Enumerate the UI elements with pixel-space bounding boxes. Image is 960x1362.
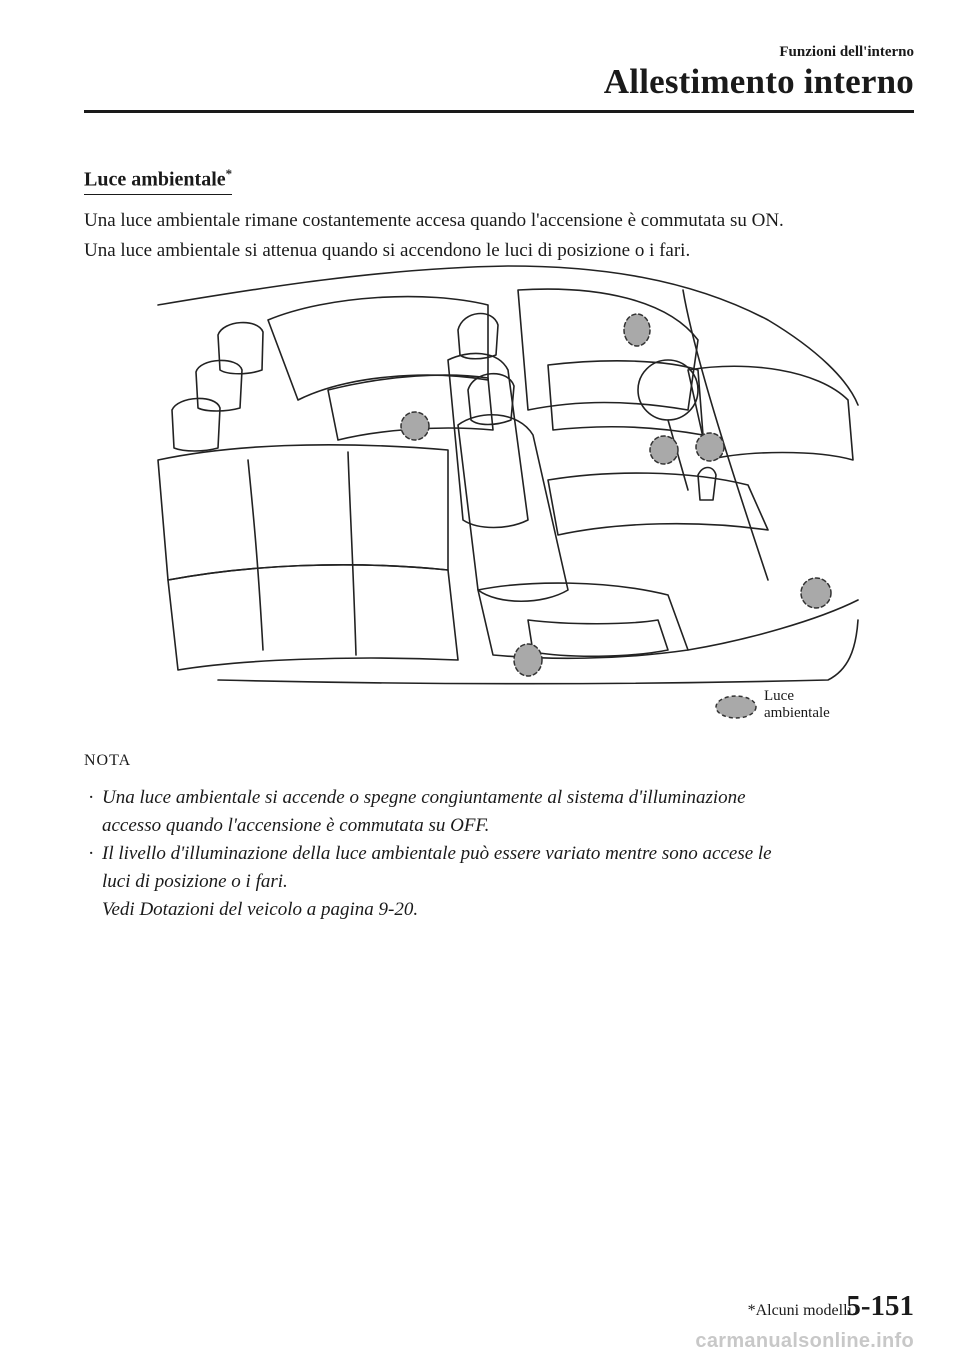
ambient-light-spot	[801, 578, 831, 608]
legend-label	[764, 688, 864, 722]
rear-seat-seam-1	[248, 460, 263, 650]
ambient-light-spot	[401, 412, 429, 440]
header-rule	[84, 110, 914, 113]
bullet: ·	[88, 843, 95, 864]
center-console	[548, 473, 768, 535]
ambient-light-spot	[696, 433, 724, 461]
front-door-panel	[548, 361, 703, 435]
nota-item-2-line-1: Il livello d'illuminazione della luce ambientale può essere variato mentre sono accese le	[102, 843, 772, 864]
legend-label-line2: ambientale	[764, 705, 830, 721]
front-seat-driver-back	[458, 415, 568, 601]
header-section: Funzioni dell'interno	[779, 44, 914, 60]
rear-headrest-2	[196, 360, 242, 411]
nota-item	[84, 784, 904, 840]
gear-shift	[698, 468, 716, 501]
rear-headrest-3	[172, 398, 220, 451]
a-pillar	[683, 290, 768, 580]
bullet: ·	[88, 787, 95, 808]
nota-list	[84, 784, 904, 924]
intro-text	[84, 206, 924, 266]
car-interior-illustration	[128, 260, 868, 730]
steering-wheel	[638, 360, 698, 420]
door-sill	[688, 600, 858, 650]
rear-window-opening	[268, 297, 488, 400]
front-seat-passenger-headrest	[458, 314, 498, 359]
legend-swatch	[714, 694, 758, 720]
nota-item-1-line-1: Una luce ambientale si accende o spegne congiuntamente al sistema d'illuminazione	[102, 787, 746, 808]
watermark: carmanualsonline.info	[695, 1330, 914, 1352]
ambient-light-spot	[624, 314, 650, 346]
nota-item	[84, 840, 904, 924]
nota-item-1-line-2: accesso quando l'accensione è commutata su OFF.	[102, 815, 490, 836]
page-number: 5-151	[846, 1290, 914, 1322]
intro-paragraph-2: Una luce ambientale si attenua quando si accendono le luci di posizione o i fari.	[84, 240, 691, 261]
front-seat-base	[528, 620, 668, 656]
rear-seat-back	[158, 445, 448, 580]
intro-paragraph-1: Una luce ambientale rimane costantemente accesa quando l'accensione è commutata su ON.	[84, 210, 784, 231]
ambient-light-spot	[514, 644, 542, 676]
nota-item-2-line-2: luci di posizione o i fari.	[102, 871, 288, 892]
nota-heading: NOTA	[84, 752, 132, 769]
page-title: Allestimento interno	[603, 62, 914, 101]
front-window-opening	[518, 289, 698, 410]
footnote-text: *Alcuni modelli.	[747, 1302, 856, 1319]
rear-seat-seam-2	[348, 452, 356, 655]
nota-item-2-line-3: Vedi Dotazioni del veicolo a pagina 9-20.	[102, 899, 419, 920]
section-heading	[84, 166, 232, 195]
ambient-light-spot	[650, 436, 678, 464]
footnote-mark: *	[225, 166, 233, 181]
legend-label-line1: Luce	[764, 688, 794, 704]
section-heading-text: Luce ambientale	[84, 168, 226, 191]
rear-seat-cushion	[168, 565, 458, 670]
